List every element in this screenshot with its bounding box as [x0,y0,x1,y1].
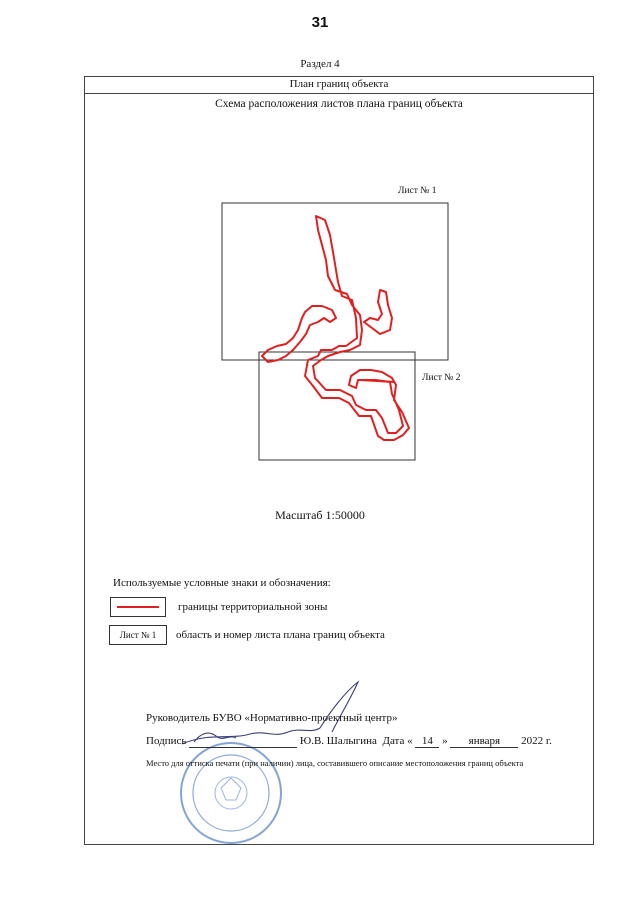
territorial-zone-boundary-line [360,380,395,382]
scale-label: Масштаб 1:50000 [275,508,365,522]
official-stamp [176,738,286,848]
date-month: января [450,735,518,748]
date-label: Дата « [382,735,413,747]
legend-boundary-text: границы территориальной зоны [178,601,328,613]
sign-label: Подпись [146,735,187,747]
sheet-2-area [259,352,415,460]
scheme-title: Схема расположения листов плана границ объекта [215,98,463,110]
section-label: Раздел 4 [300,58,340,70]
territorial-zone-boundary [305,216,409,440]
head-of-organization: Руководитель БУВО «Нормативно-проектный центр» [146,712,398,724]
date-day-close: » [442,735,448,747]
page-number: 31 [311,14,329,31]
territorial-zone-boundary-west [262,306,336,362]
signer-name: Ю.В. Шалыгина [299,735,377,747]
legend-boundary-swatch [110,597,166,617]
signature-blank [189,735,297,748]
date-year: 2022 г. [521,735,552,747]
sheet-2-label: Лист № 2 [422,373,461,383]
sheet-1-label: Лист № 1 [398,186,437,196]
legend-title: Используемые условные знаки и обозначения: [113,577,331,589]
legend-sheet-box: Лист № 1 [109,625,167,645]
territorial-zone-boundary-east [364,290,392,334]
sheet-1-area [222,203,448,360]
date-day: 14 [415,735,439,748]
frame-title: План границ объекта [84,76,594,94]
signature-line [146,735,586,748]
stamp-note: Место для оттиска печати (при наличии) лица, составившего описание местоположения границ объекта [146,758,524,768]
legend-sheet-text: область и номер листа плана границ объекта [176,629,385,641]
